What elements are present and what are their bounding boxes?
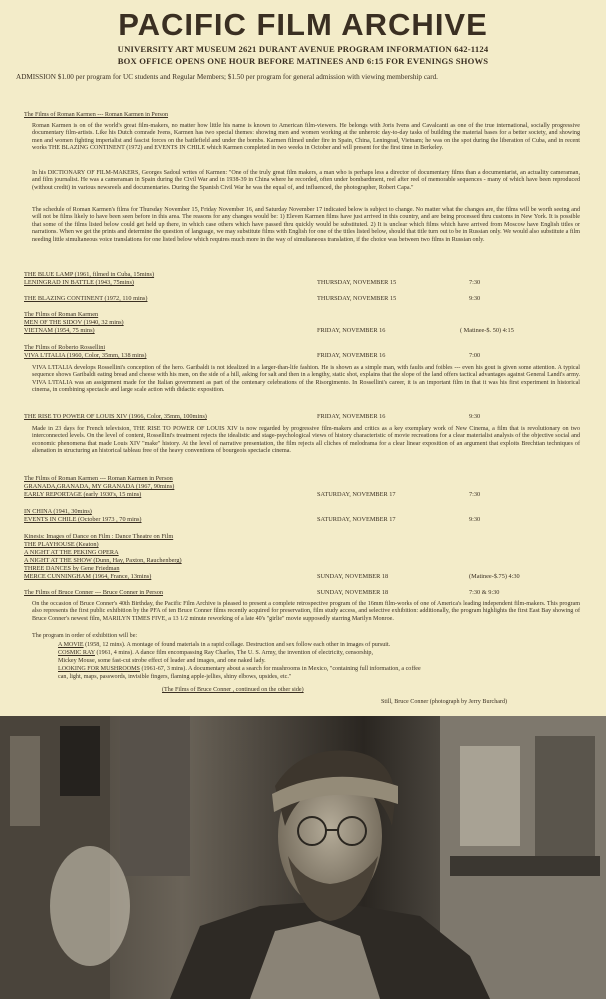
schedule-row (24, 491, 584, 500)
program-title: A NIGHT AT THE PEKING OPERA (24, 549, 119, 556)
program-time: 9:30 (469, 295, 481, 302)
program-title: The Films of Roberto Rossellini (24, 344, 106, 351)
program-title: EARLY REPORTAGE (early 1930's, 15 mins) (24, 491, 142, 498)
film-title: COSMIC RAY (58, 650, 95, 656)
film-entry (58, 658, 266, 665)
film-desc: Mickey Mouse, some fast-cut strobe effect of leader and images, and one naked lady. (58, 658, 266, 664)
program-title: VIETNAM (1954, 75 mins) (24, 327, 95, 334)
program-time: 7:30 (469, 279, 481, 286)
film-entry (58, 674, 291, 681)
program-date: THURSDAY, NOVEMBER 15 (317, 295, 397, 302)
program-time: (Matinee-$.75) 4:30 (469, 573, 520, 580)
program-date: FRIDAY, NOVEMBER 16 (317, 327, 386, 334)
conner-description: On the occasion of Bruce Conner's 40th Birthday, the Pacific Film Archive is pleased to present a complete retrospective program of the 16mm film-works of one of America's leading independent film-makers. This program also represents the first public exhibition by the PFA of ten Bruce Conner films recently acquired for preservation, film study access, and selective exhibition: additionally, the program highlights the first East Bay showing of Bruce Conner's newest film, MARILYN TIMES FIVE, a 13 1/2 minute reworking of a late 40's "girlie" movie supposedly starring Marilyn Monroe. (32, 601, 580, 622)
program-title: THE RISE TO POWER OF LOUIS XIV (1966, Color, 35mm, 100mins) (24, 413, 207, 420)
photo-credit: Still, Bruce Conner (photograph by Jerry Burchard) (381, 699, 508, 705)
program-title: The Films of Bruce Conner --- Bruce Conner in Person (24, 589, 164, 596)
program-title: LENINGRAD IN BATTLE (1943, 75mins) (24, 279, 135, 286)
program-date: SUNDAY, NOVEMBER 18 (317, 589, 389, 596)
program-title: IN CHINA (1941, 30mins) (24, 508, 92, 515)
film-title: LOOKING FOR MUSHROOMS (58, 666, 140, 672)
program-title: GRANADA,GRANADA, MY GRANADA (1967, 90mins) (24, 483, 175, 490)
page-title: PACIFIC FILM ARCHIVE (118, 7, 488, 42)
program-title: THREE DANCES by Gene Friedman (24, 565, 120, 572)
program-time: 7:30 & 9:30 (469, 589, 500, 596)
film-desc: (1961-67, 3 mins). A documentary about a search for mushrooms in Mexico, "containing full information, a coffee (139, 666, 421, 672)
program-date: FRIDAY, NOVEMBER 16 (317, 352, 386, 359)
program-time: 9:30 (469, 413, 481, 420)
karmen-heading (24, 112, 580, 119)
schedule-row (24, 279, 584, 288)
program-title: VIVA L'ITALIA (1960, Color, 35mm, 138 mins) (24, 352, 147, 359)
program-title: THE BLUE LAMP (1961, filmed in Cuba, 15mins) (24, 271, 155, 278)
continued-note (162, 687, 304, 694)
continued-text: (The Films of Bruce Conner , continued on the other side) (162, 687, 304, 693)
film-entry (58, 650, 373, 657)
program-date: FRIDAY, NOVEMBER 16 (317, 413, 386, 420)
schedule-row (24, 573, 584, 582)
louis-description: Made in 23 days for French television, THE RISE TO POWER OF LOUIS XIV is now regarded by progressive film-makers and critics as a key exemplary work of New Cinema, a film that is revolutionary on two interconnected levels. On the level of content, Rossellini's treatment rejects the idealistic and stage-psychological views of history characteristic of movie recreations for a clear materialist analysis of the objective social and economic phenomena that made Louis XIV "make" history. At the level of narrative presentation, the film rejects all cliches of melodrama for a clear linear exposition of an argument that exploits Brechtian techniques of alienation in structuring an historical tableau free of the heavy conventions of bourgeois spectacle cinema. (32, 426, 580, 455)
program-title: THE BLAZING CONTINENT (1972, 110 mins) (24, 295, 148, 302)
film-title: A MOVIE (58, 642, 84, 648)
program-title: Kinesis: Images of Dance on Film : Dance Theatre on Film (24, 533, 174, 540)
schedule-row (24, 589, 584, 598)
schedule-row (24, 295, 584, 304)
program-time: 7:30 (469, 491, 481, 498)
program-title: MERCE CUNNINGHAM (1964, France, 13mins) (24, 573, 152, 580)
schedule-row (24, 516, 584, 525)
program-title: A NIGHT AT THE SHOW (Dunn, Hay, Paxton, Rauchenberg) (24, 557, 182, 564)
program-title: The Films of Roman Karmen --- Roman Karmen in Person (24, 475, 173, 482)
program-title: MEN OF THE SIDOV (1940, 32 mins) (24, 319, 124, 326)
schedule-row (24, 413, 584, 422)
admission-info: ADMISSION $1.00 per program for UC students and Regular Members; $1.50 per program for general admission with viewing membership card. (16, 73, 438, 81)
program-title: THE PLAYHOUSE (Keaton) (24, 541, 99, 548)
karmen-paragraph-2: In his DICTIONARY OF FILM-MAKERS, Georges Sadoul writes of Karmen: "One of the truly great film makers, a man who is perhaps less a director of documentary films than a documentarist, an actuality cameraman, and film journalist. He was a cameraman in Spain during the Civil War and in 1938-39 in China where he recorded, often under bombardment, reel after reel of memorable sequences - many of which have been reproduced (without credit) in various newsreels and documentaries. During the Spanish Civil War he was the equal of, and influenced, the photographer, Robert Capa." (32, 170, 580, 191)
program-time: ( Matinee-$. 50) 4:15 (460, 327, 514, 334)
program-time: 7:00 (469, 352, 481, 359)
film-desc: (1961, 4 mins). A dance film encompassing Ray Charles, The U. S. Army, the invention of electricity, censorship, (94, 650, 373, 656)
conner-order-label: The program in order of exhibition will be: (32, 633, 138, 639)
program-date: THURSDAY, NOVEMBER 15 (317, 279, 397, 286)
program-time: 9:30 (469, 516, 481, 523)
box-office-line: BOX OFFICE OPENS ONE HOUR BEFORE MATINEES AND 6:15 FOR EVENINGS SHOWS (117, 56, 489, 66)
film-desc: (1958, 12 mins). A montage of found materials in a rapid collage. Destruction and sex follow each other in images of pursuit. (83, 642, 391, 648)
karmen-paragraph-1: Roman Karmen is on of the world's great film-makers, no matter how little his name is known to American film-viewers. He belongs with Joris Ivens and Cavalcanti as one of the true international, socially progressive documentary film-artists. Like his Dutch comrade Ivens, Karmen has two special themes: showing men and women working at the unheroic day-to-day tasks of building the material bases for a better society, and showing men and women fighting imperialist and fascist forces on the battlefield and under the bombs. Karmen filmed under fire in Spain, China, Leningrad, Vietnam; he was on the spot during the liberation of Cuba, and in recent works THE BLAZING CONTINENT (1972) and EVENTS IN CHILE which Karmen completed in two weeks in October and will present for the first time in Berkeley. (32, 123, 580, 152)
karmen-paragraph-3: The schedule of Roman Karmen's films for Thursday November 15, Friday November 16, and Saturday November 17 indicated below is subject to change. No matter what the changes are, the films will be worth seeing and will not be films likely to have been seen before in this area. The reasons for any changes would be: 1) Eleven Karmen films have just arrived in this country, and are being processed thru customs in New York. It is possible that some of the films listed below could get held up there, in which case others which have passed thru quickly would be substituted. 2) It is unclear which films which have arrived from Moscow have English titles or narrations. When we get the prints and determine the question of language, we may substitute films with English for one of the titles listed below, should that title turn out to be in Russian only. We would also substitute a film needing little simultaneous voice translations for one listed below which requires much more in the way of simultaneous translation, if the choice was between two films in Russian only. (32, 207, 580, 243)
program-date: SATURDAY, NOVEMBER 17 (317, 516, 396, 523)
film-desc: can, light, maps, passwords, invisible fingers, flaming apple-jellies, shiny elbows, upsides, etc." (58, 674, 292, 680)
program-title: The Films of Roman Karmen (24, 311, 99, 318)
section-heading: The Films of Roman Karmen --- Roman Karmen in Person (24, 112, 169, 118)
schedule-row (24, 327, 584, 336)
program-date: SUNDAY, NOVEMBER 18 (317, 573, 389, 580)
bruce-conner-photograph (0, 716, 606, 999)
photograph-drawing (0, 716, 606, 999)
address-line: UNIVERSITY ART MUSEUM 2621 DURANT AVENUE PROGRAM INFORMATION 642-1124 (117, 44, 489, 54)
film-entry (58, 642, 390, 649)
program-title: EVENTS IN CHILE (October 1973 , 70 mins) (24, 516, 142, 523)
film-entry (58, 666, 421, 673)
schedule-row (24, 352, 584, 361)
program-date: SATURDAY, NOVEMBER 17 (317, 491, 396, 498)
viva-description: VIVA L'ITALIA develops Rossellini's conception of the hero. Garibaldi is not idealized in a larger-than-life fashion. He is shown as a simple man, with faults and foibles --- even his gout is given some attention. A typical sequence shows Garibaldi eating bread and cheese with his men, on the side of a hill, asking for salt and then in a lengthy, static shot, explains that the slope of the land offers tactical advantages against General Landi's army. VIVA L'ITALIA was an assignment made for the Italian government as part of the centenary celebrations of the Risorgimento. In Rossellini's career, it is an important film in that it was his first experiment in historical cinema, in combining spectacle and large scale action with didactic exposition. (32, 365, 580, 394)
